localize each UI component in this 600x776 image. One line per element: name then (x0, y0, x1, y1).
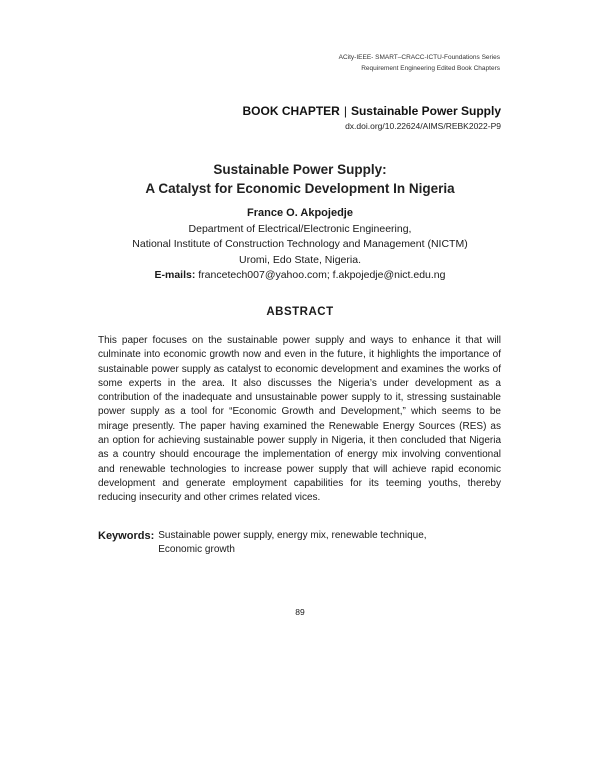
author-location: Uromi, Edo State, Nigeria. (239, 253, 361, 266)
author-emails (0, 268, 600, 284)
doi-link[interactable]: dx.doi.org/10.22624/AIMS/REBK2022-P9 (345, 121, 501, 131)
email-label: E-mails: (154, 269, 196, 281)
author-block (0, 206, 600, 284)
series-line-2: Requirement Engineering Edited Book Chapters (361, 65, 500, 72)
chapter-title-line (242, 104, 501, 119)
keywords-label: Keywords: (98, 530, 155, 542)
keywords-line-1: Sustainable power supply, energy mix, renewable technique, (158, 530, 427, 541)
author-department: Department of Electrical/Electronic Engineering, (188, 222, 412, 235)
title-line-1: Sustainable Power Supply: (213, 162, 387, 177)
abstract-heading: ABSTRACT (266, 306, 334, 318)
chapter-header (242, 104, 501, 133)
author-institute: National Institute of Construction Technology and Management (NICTM) (132, 238, 468, 250)
keywords-block (98, 529, 427, 557)
author-name: France O. Akpojedje (247, 207, 353, 219)
chapter-separator: | (343, 104, 347, 118)
keywords-line-2: Economic growth (158, 544, 235, 555)
email-addresses[interactable]: francetech007@yahoo.com; f.akpojedje@nict.edu.ng (198, 269, 446, 281)
keywords-list (158, 529, 426, 557)
abstract-text: This paper focuses on the sustainable power supply and ways to enhance it that will culminate into economic growth now and even in the future, it highlights the importance of sustainable power supply as catalyst to economic development and examines the works of some experts in the area. It also discusses the Nigeria’s under development as a contribution of the inadequate and unsustainable power supply to it, stressing sustainable power supply as a tool for “Economic Growth and Development,” which seems to be mirage presently. The paper having examined the Renewable Energy Sources (RES) as an option for achieving sustainable power supply in Nigeria, it then concluded that Nigeria as a country should encourage the implementation of energy mix involving conventional and renewable technologies to increase power supply that will achieve rapid economic development and generate employment capabilities for its teeming youths, thereby reducing insecurity and other crimes related vices. (98, 335, 501, 504)
chapter-topic: Sustainable Power Supply (350, 104, 501, 118)
page-number: 89 (295, 607, 305, 617)
series-line-1: ACity-IEEE- SMART–CRACC-ICTU-Foundations Series (338, 54, 500, 61)
series-header (339, 52, 500, 74)
title-line-2: A Catalyst for Economic Development In Nigeria (145, 181, 455, 196)
chapter-label: BOOK CHAPTER (242, 104, 340, 118)
paper-title (0, 160, 600, 198)
